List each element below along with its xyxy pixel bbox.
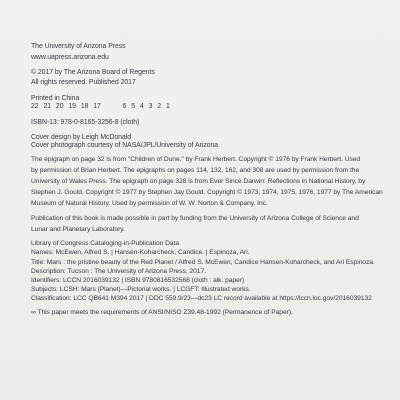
print-year: 20 — [55, 103, 64, 110]
impression-number: 6 — [122, 103, 127, 110]
copyright-line: © 2017 by The Arizona Board of Regents — [31, 69, 155, 76]
epigraph-permission-line: by permission of Brian Herbert. The epigraphs on pages 114, 132, 162, and 308 are used by permission from the — [31, 167, 360, 174]
print-year: 21 — [43, 103, 52, 110]
impression-number: 5 — [131, 103, 136, 110]
cip-line: Classification: LCC QB641 M394 2017 | DDC 559.9/23—dc23 LC record available at https://lccn.loc.gov/2016039132 — [31, 295, 372, 302]
cip-line: Names: McEwen, Alfred S. | Hansen-Koharcheck, Candice. | Espinoza, Ari. — [31, 249, 250, 256]
publisher-name: The University of Arizona Press — [31, 43, 126, 50]
cip-heading: Library of Congress Cataloging-in-Publication Data — [31, 240, 180, 247]
print-year: 18 — [80, 103, 89, 110]
impression-number: 1 — [165, 103, 170, 110]
impression-number: 3 — [148, 103, 153, 110]
cip-line: Subjects: LCSH: Mars (Planet)—Pictorial works. | LCGFT: Illustrated works. — [31, 286, 251, 293]
print-year: 17 — [93, 103, 101, 110]
cover-photo-credit: Cover photograph courtesy of NASA/JPL/University of Arizona — [31, 142, 219, 149]
cip-line: Identifiers: LCCN 2016039132 | ISBN 9780816532568 (cloth : alk. paper) — [31, 277, 245, 284]
epigraph-permission-line: The epigraph on page 32 is from "Children of Dune," by Frank Herbert. Copyright © 1976 by Frank Herbert. Used — [31, 156, 361, 163]
impression-number: 2 — [157, 103, 162, 110]
cover-design-credit: Cover design by Leigh McDonald — [31, 134, 132, 141]
print-year: 22 — [31, 103, 39, 110]
paper-permanence-notice: ∞ This paper meets the requirements of ANSI/NISO Z39.48-1992 (Permanence of Paper). — [31, 309, 293, 316]
epigraph-permission-line: University of Wales Press. The epigraph on page 328 is from Ever Since Darwin: Reflections in National History, by — [31, 178, 366, 185]
printed-in: Printed in China — [31, 95, 80, 102]
funding-line: Publication of this book is made possible in part by funding from the University of Arizona College of Science and — [31, 215, 359, 222]
epigraph-permission-line: Museum of Natural History. Used by permission of W. W. Norton & Company, Inc. — [31, 200, 268, 207]
cip-line: Description: Tucson : The University of Arizona Press, 2017. — [31, 268, 206, 275]
printing-line — [31, 104, 170, 111]
print-year: 19 — [68, 103, 76, 110]
isbn-line: ISBN-13: 978-0-8165-3256-8 (cloth) — [31, 119, 140, 126]
cip-line: Title: Mars : the pristine beauty of the Red Planet / Alfred S. McEwen, Candice Hansen-Koharcheck, and Ari Espinoza. — [31, 259, 375, 266]
funding-line: Lunar and Planetary Laboratory. — [31, 226, 125, 233]
publisher-url: www.uapress.arizona.edu — [31, 54, 109, 61]
epigraph-permission-line: Stephen J. Gould. Copyright © 1977 by Stephen Jay Gould. Copyright © 1973, 1974, 1975, 1976, 1977 by The American — [31, 189, 383, 196]
impression-number: 4 — [139, 103, 144, 110]
rights-line: All rights reserved. Published 2017 — [31, 79, 136, 86]
